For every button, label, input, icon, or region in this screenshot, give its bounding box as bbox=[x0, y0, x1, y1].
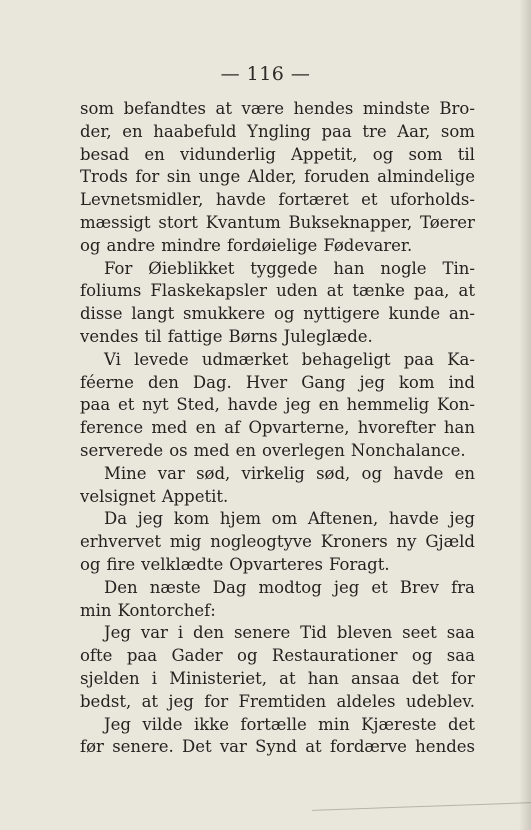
word: fordøielige bbox=[226, 235, 318, 255]
word: Tin- bbox=[442, 258, 475, 278]
page-bottom-edge bbox=[312, 802, 531, 811]
word: langt bbox=[131, 304, 175, 324]
word: Opvarteres bbox=[229, 554, 323, 574]
text-line bbox=[80, 645, 475, 668]
word: ofte bbox=[80, 646, 113, 666]
word: Gader bbox=[171, 646, 223, 666]
word: Fødevarer. bbox=[323, 235, 413, 255]
word: Aar, bbox=[397, 121, 431, 141]
word: Ministeriet, bbox=[169, 668, 267, 688]
word: hendes bbox=[293, 99, 354, 118]
word: levede bbox=[134, 349, 189, 369]
word: paa bbox=[321, 121, 352, 141]
word: nogleogtyve bbox=[210, 532, 312, 552]
word: ference bbox=[80, 418, 144, 438]
word: Ka- bbox=[447, 349, 475, 369]
word: den bbox=[193, 623, 225, 643]
word: udeblev. bbox=[405, 691, 475, 711]
word: tre bbox=[362, 121, 387, 141]
word: Kontorchef: bbox=[117, 600, 216, 620]
word: en bbox=[122, 121, 143, 141]
word: Foragt. bbox=[328, 554, 390, 574]
word: virkelig bbox=[241, 463, 305, 483]
word: serverede bbox=[80, 440, 164, 460]
word: haabefuld bbox=[153, 121, 237, 141]
word: min bbox=[318, 714, 350, 734]
text-line bbox=[80, 326, 475, 349]
word: ind bbox=[448, 372, 475, 392]
word: Gjæld bbox=[425, 532, 475, 552]
text-line bbox=[80, 486, 475, 509]
word: saa bbox=[446, 623, 475, 643]
word: den bbox=[147, 372, 179, 392]
word: for bbox=[204, 691, 229, 711]
text-line bbox=[80, 258, 475, 281]
word: Hver bbox=[245, 372, 288, 392]
word: nogle bbox=[380, 258, 427, 278]
word: at bbox=[326, 281, 344, 301]
word: mindste bbox=[362, 99, 430, 118]
text-line bbox=[80, 714, 475, 737]
word: kom bbox=[173, 509, 210, 529]
word: hendes bbox=[415, 737, 475, 757]
word: havde bbox=[393, 463, 444, 483]
word: seet bbox=[402, 623, 437, 643]
word: jeg bbox=[168, 691, 194, 711]
word: vendes bbox=[80, 326, 139, 346]
word: foliums bbox=[80, 281, 142, 301]
word: kom bbox=[398, 372, 435, 392]
word: nyt bbox=[142, 395, 169, 415]
word: Trods bbox=[80, 167, 128, 187]
word: andre bbox=[106, 235, 156, 255]
word: tænke bbox=[352, 281, 405, 301]
text-line bbox=[80, 554, 475, 577]
word: Synd bbox=[255, 737, 297, 757]
word: var bbox=[140, 623, 168, 643]
word: sød, bbox=[196, 463, 231, 483]
word: sjelden bbox=[80, 668, 140, 688]
word: overlegen bbox=[261, 440, 345, 460]
word: han bbox=[333, 258, 365, 278]
word: og bbox=[237, 646, 258, 666]
word: Aftenen, bbox=[307, 509, 379, 529]
word: og bbox=[273, 304, 295, 324]
word: Appetit. bbox=[161, 486, 229, 506]
word: paa bbox=[80, 395, 111, 415]
word: jeg bbox=[137, 509, 164, 529]
word: til bbox=[144, 326, 162, 346]
word: velklædte bbox=[141, 554, 224, 574]
word: ny bbox=[396, 532, 417, 552]
text-line bbox=[80, 622, 475, 645]
word: en bbox=[235, 440, 256, 460]
text-line bbox=[80, 212, 475, 235]
text-line bbox=[80, 121, 475, 144]
text-line bbox=[80, 166, 475, 189]
word: det bbox=[411, 668, 439, 688]
word: smukkere bbox=[183, 304, 266, 324]
text-line bbox=[80, 531, 475, 554]
text-line bbox=[80, 463, 475, 486]
word: at bbox=[141, 691, 159, 711]
word: et bbox=[117, 395, 135, 415]
page-number: — 116 — bbox=[220, 63, 311, 85]
text-line bbox=[80, 280, 475, 303]
word: som bbox=[80, 99, 115, 118]
word: vilde bbox=[142, 714, 183, 734]
text-line bbox=[80, 98, 475, 121]
text-line bbox=[80, 394, 475, 417]
word: var bbox=[219, 737, 247, 757]
word: senere. bbox=[112, 737, 174, 757]
word: ikke bbox=[193, 714, 229, 734]
word: fattige bbox=[167, 326, 223, 346]
word: paa, bbox=[413, 281, 450, 301]
text-line bbox=[80, 440, 475, 463]
word: bedst, bbox=[80, 691, 132, 711]
text-line bbox=[80, 144, 475, 167]
word: an- bbox=[448, 304, 475, 324]
word: paa bbox=[403, 349, 434, 369]
word: og bbox=[80, 235, 101, 255]
word: os bbox=[169, 440, 188, 460]
word: jeg bbox=[333, 577, 360, 597]
word: udmærket bbox=[201, 349, 289, 369]
word: modtog bbox=[258, 577, 322, 597]
word: før bbox=[80, 737, 104, 757]
word: havde bbox=[215, 190, 266, 210]
page-edge-shadow bbox=[519, 0, 531, 830]
word: og bbox=[361, 463, 383, 483]
word: hjem bbox=[219, 509, 262, 529]
word: at bbox=[458, 281, 475, 301]
text-line bbox=[80, 303, 475, 326]
word: Den bbox=[104, 577, 138, 597]
word: Tøerer bbox=[419, 212, 475, 232]
word: disse bbox=[80, 304, 123, 324]
word: med bbox=[151, 418, 188, 438]
word: unge bbox=[198, 167, 241, 187]
word: min bbox=[80, 600, 112, 620]
word: Dag. bbox=[192, 372, 232, 392]
word: i bbox=[151, 668, 158, 688]
word: en bbox=[144, 144, 165, 164]
word: ansaa bbox=[351, 668, 400, 688]
word: Vi bbox=[104, 349, 121, 369]
word: et bbox=[371, 577, 388, 597]
word: Jeg bbox=[104, 623, 131, 643]
word: tyggede bbox=[250, 258, 318, 278]
word: for bbox=[135, 167, 160, 187]
word: hemmelig bbox=[346, 395, 430, 415]
word: at bbox=[279, 668, 296, 688]
text-line bbox=[80, 417, 475, 440]
word: almindelige bbox=[377, 167, 475, 187]
word: om bbox=[271, 509, 298, 529]
word: af bbox=[224, 418, 241, 438]
word: jeg bbox=[285, 395, 311, 415]
word: han bbox=[307, 668, 339, 688]
word: havde bbox=[227, 395, 278, 415]
word: havde bbox=[388, 509, 439, 529]
text-line bbox=[80, 372, 475, 395]
text-line bbox=[80, 668, 475, 691]
word: Kroners bbox=[320, 532, 388, 552]
word: sød, bbox=[316, 463, 351, 483]
word: Juleglæde. bbox=[283, 326, 373, 346]
word: Tid bbox=[300, 623, 327, 643]
word: stort bbox=[158, 212, 198, 232]
word: og bbox=[411, 646, 433, 666]
word: Alder, bbox=[247, 167, 297, 187]
word: Nonchalance. bbox=[350, 440, 466, 460]
text-line bbox=[80, 577, 475, 600]
word: mæssigt bbox=[80, 212, 151, 232]
word: som bbox=[408, 144, 443, 164]
text-line bbox=[80, 189, 475, 212]
word: Det bbox=[181, 737, 212, 757]
word: Yngling bbox=[247, 121, 311, 141]
word: Gang bbox=[301, 372, 346, 392]
word: Kon- bbox=[436, 395, 475, 415]
word: Jeg bbox=[104, 714, 131, 734]
word: velsignet bbox=[80, 486, 156, 506]
word: befandtes bbox=[123, 99, 206, 118]
word: som bbox=[440, 121, 475, 141]
word: besad bbox=[80, 144, 130, 164]
word: der, bbox=[80, 121, 112, 141]
word: vidunderlig bbox=[180, 144, 276, 164]
word: en bbox=[454, 463, 475, 483]
word: fire bbox=[106, 554, 136, 574]
word: Fremtiden bbox=[238, 691, 327, 711]
word: i bbox=[177, 623, 184, 643]
word: han bbox=[443, 418, 475, 438]
word: mig bbox=[169, 532, 202, 552]
word: det bbox=[447, 714, 475, 734]
word: féerne bbox=[80, 372, 134, 392]
word: at bbox=[215, 99, 232, 118]
word: fra bbox=[451, 577, 475, 597]
text-line bbox=[80, 349, 475, 372]
word: og bbox=[372, 144, 394, 164]
word: en bbox=[318, 395, 339, 415]
word: sin bbox=[166, 167, 192, 187]
word: en bbox=[195, 418, 217, 438]
word: næste bbox=[149, 577, 201, 597]
body-text bbox=[80, 98, 475, 759]
word: Dag bbox=[212, 577, 247, 597]
word: mindre bbox=[161, 235, 221, 255]
word: Bukseknapper, bbox=[288, 212, 413, 232]
word: Levnetsmidler, bbox=[80, 190, 204, 210]
word: til bbox=[457, 144, 475, 164]
word: for bbox=[450, 668, 475, 688]
word: jeg bbox=[359, 372, 385, 392]
word: uden bbox=[276, 281, 318, 301]
word: Da bbox=[104, 509, 128, 529]
word: Mine bbox=[104, 463, 147, 483]
word: Restaurationer bbox=[271, 646, 398, 666]
word: et bbox=[361, 190, 378, 210]
word: Kjæreste bbox=[361, 714, 437, 734]
word: Opvarterne, bbox=[248, 418, 350, 438]
word: hvorefter bbox=[357, 418, 436, 438]
word: Brev bbox=[399, 577, 439, 597]
word: paa bbox=[126, 646, 158, 666]
word: Kvantum bbox=[205, 212, 281, 232]
word: Børns bbox=[228, 326, 278, 346]
text-line bbox=[80, 600, 475, 623]
word: foruden bbox=[304, 167, 370, 187]
word: bleven bbox=[336, 623, 393, 643]
text-line bbox=[80, 691, 475, 714]
word: Sted, bbox=[176, 395, 220, 415]
text-line bbox=[80, 508, 475, 531]
word: være bbox=[241, 99, 284, 118]
word: behageligt bbox=[301, 349, 391, 369]
word: jeg bbox=[449, 509, 475, 529]
word: Appetit, bbox=[290, 144, 358, 164]
word: var bbox=[157, 463, 185, 483]
word: saa bbox=[446, 646, 475, 666]
word: Bro- bbox=[439, 99, 475, 118]
word: aldeles bbox=[336, 691, 396, 711]
text-line bbox=[80, 235, 475, 258]
text-line bbox=[80, 736, 475, 759]
word: at bbox=[305, 737, 322, 757]
word: nyttigere bbox=[303, 304, 380, 324]
word: med bbox=[193, 440, 230, 460]
word: og bbox=[80, 554, 101, 574]
word: fordærve bbox=[329, 737, 407, 757]
word: kunde bbox=[388, 304, 441, 324]
word: erhvervet bbox=[80, 532, 161, 552]
word: senere bbox=[233, 623, 291, 643]
word: fortælle bbox=[240, 714, 307, 734]
word: Øieblikket bbox=[148, 258, 235, 278]
word: Flaskekapsler bbox=[150, 281, 268, 301]
word: uforholds- bbox=[389, 190, 475, 210]
word: fortæret bbox=[278, 190, 349, 210]
word: For bbox=[104, 258, 133, 278]
